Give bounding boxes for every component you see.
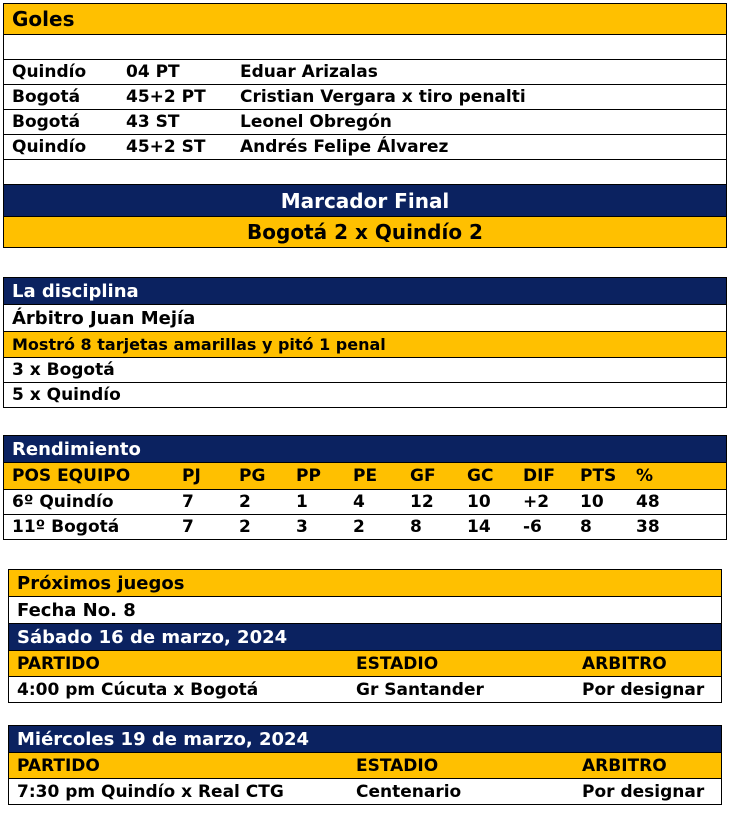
discipline-summary-row bbox=[3, 332, 727, 358]
goal-time: 04 PT bbox=[126, 62, 180, 82]
game-columns-row bbox=[8, 753, 722, 779]
standings-pts: 10 bbox=[580, 492, 604, 512]
performance-section bbox=[3, 435, 727, 540]
game-match: 7:30 pm Quindío x Real CTG bbox=[17, 781, 284, 802]
standings-team: 6º Quindío bbox=[12, 492, 114, 512]
goals-section bbox=[3, 3, 727, 248]
standings-pj: 7 bbox=[182, 517, 194, 537]
goal-team: Bogotá bbox=[12, 112, 81, 132]
col-header-pos-equipo: POS EQUIPO bbox=[12, 466, 131, 486]
goal-team: Quindío bbox=[12, 137, 87, 157]
fecha-row bbox=[8, 597, 722, 624]
final-score-title: Marcador Final bbox=[280, 188, 450, 213]
standings-gc: 10 bbox=[467, 492, 491, 512]
discipline-team-row bbox=[3, 383, 727, 408]
goals-title: Goles bbox=[12, 7, 75, 31]
final-score-row bbox=[3, 217, 727, 248]
col-header-estadio: ESTADIO bbox=[356, 653, 439, 674]
col-header-arbitro: ARBITRO bbox=[582, 653, 667, 674]
col-header-arbitro: ARBITRO bbox=[582, 755, 667, 776]
discipline-section bbox=[3, 277, 727, 408]
game-referee: Por designar bbox=[582, 781, 705, 802]
game-row bbox=[8, 677, 722, 703]
standings-pg: 2 bbox=[239, 517, 251, 537]
col-header-pj: PJ bbox=[182, 466, 201, 486]
standings-row bbox=[3, 515, 727, 540]
performance-header bbox=[3, 435, 727, 463]
standings-pg: 2 bbox=[239, 492, 251, 512]
game-date: Miércoles 19 de marzo, 2024 bbox=[17, 728, 310, 750]
col-header-pe: PE bbox=[353, 466, 378, 486]
upcoming-title: Próximos juegos bbox=[17, 572, 185, 594]
goal-row bbox=[3, 110, 727, 135]
upcoming-games-section bbox=[8, 569, 722, 703]
standings-gf: 12 bbox=[410, 492, 434, 512]
standings-team: 11º Bogotá bbox=[12, 517, 120, 537]
standings-pct: 48 bbox=[636, 492, 660, 512]
goal-player: Leonel Obregón bbox=[240, 112, 392, 132]
game-date: Sábado 16 de marzo, 2024 bbox=[17, 626, 288, 648]
standings-pp: 1 bbox=[296, 492, 308, 512]
standings-row bbox=[3, 490, 727, 515]
game-stadium: Gr Santander bbox=[356, 679, 484, 700]
goal-row bbox=[3, 135, 727, 160]
discipline-team: 5 x Quindío bbox=[12, 385, 121, 405]
col-header-dif: DIF bbox=[523, 466, 556, 486]
standings-pe: 2 bbox=[353, 517, 365, 537]
col-header-gf: GF bbox=[410, 466, 436, 486]
col-header-pp: PP bbox=[296, 466, 321, 486]
discipline-header bbox=[3, 277, 727, 305]
standings-gf: 8 bbox=[410, 517, 422, 537]
col-header-estadio: ESTADIO bbox=[356, 755, 439, 776]
final-score-value: Bogotá 2 x Quindío 2 bbox=[247, 220, 483, 244]
discipline-referee: Árbitro Juan Mejía bbox=[12, 307, 196, 329]
goal-row bbox=[3, 60, 727, 85]
upcoming-header bbox=[8, 569, 722, 597]
game-date-row bbox=[8, 725, 722, 753]
game-columns-row bbox=[8, 651, 722, 677]
final-score-header bbox=[3, 185, 727, 217]
goal-team: Quindío bbox=[12, 62, 87, 82]
standings-pe: 4 bbox=[353, 492, 365, 512]
goal-time: 45+2 ST bbox=[126, 137, 206, 157]
discipline-title: La disciplina bbox=[12, 280, 139, 302]
goals-spacer-row bbox=[3, 160, 727, 185]
discipline-team-row bbox=[3, 358, 727, 383]
fecha-label: Fecha No. 8 bbox=[17, 599, 136, 621]
col-header-partido: PARTIDO bbox=[17, 755, 100, 776]
col-header-pct: % bbox=[636, 466, 654, 486]
standings-pj: 7 bbox=[182, 492, 194, 512]
goal-team: Bogotá bbox=[12, 87, 81, 107]
goal-row bbox=[3, 85, 727, 110]
standings-pct: 38 bbox=[636, 517, 660, 537]
goal-player: Eduar Arizalas bbox=[240, 62, 378, 82]
game-match: 4:00 pm Cúcuta x Bogotá bbox=[17, 679, 259, 700]
standings-pp: 3 bbox=[296, 517, 308, 537]
game-date-row bbox=[8, 624, 722, 651]
discipline-referee-row bbox=[3, 305, 727, 332]
discipline-summary: Mostró 8 tarjetas amarillas y pitó 1 penal bbox=[12, 335, 386, 354]
standings-gc: 14 bbox=[467, 517, 491, 537]
game-stadium: Centenario bbox=[356, 781, 462, 802]
goals-spacer-row bbox=[3, 35, 727, 60]
col-header-pg: PG bbox=[239, 466, 266, 486]
standings-pts: 8 bbox=[580, 517, 592, 537]
col-header-gc: GC bbox=[467, 466, 494, 486]
goal-player: Cristian Vergara x tiro penalti bbox=[240, 87, 526, 107]
goals-header bbox=[3, 3, 727, 35]
game-row bbox=[8, 779, 722, 805]
col-header-pts: PTS bbox=[580, 466, 617, 486]
col-header-partido: PARTIDO bbox=[17, 653, 100, 674]
standings-dif: -6 bbox=[523, 517, 542, 537]
goal-time: 43 ST bbox=[126, 112, 180, 132]
performance-columns-row bbox=[3, 463, 727, 490]
upcoming-games-section-2 bbox=[8, 725, 722, 805]
performance-title: Rendimiento bbox=[12, 438, 141, 460]
discipline-team: 3 x Bogotá bbox=[12, 360, 115, 380]
goal-time: 45+2 PT bbox=[126, 87, 206, 107]
standings-dif: +2 bbox=[523, 492, 550, 512]
goal-player: Andrés Felipe Álvarez bbox=[240, 137, 449, 157]
game-referee: Por designar bbox=[582, 679, 705, 700]
